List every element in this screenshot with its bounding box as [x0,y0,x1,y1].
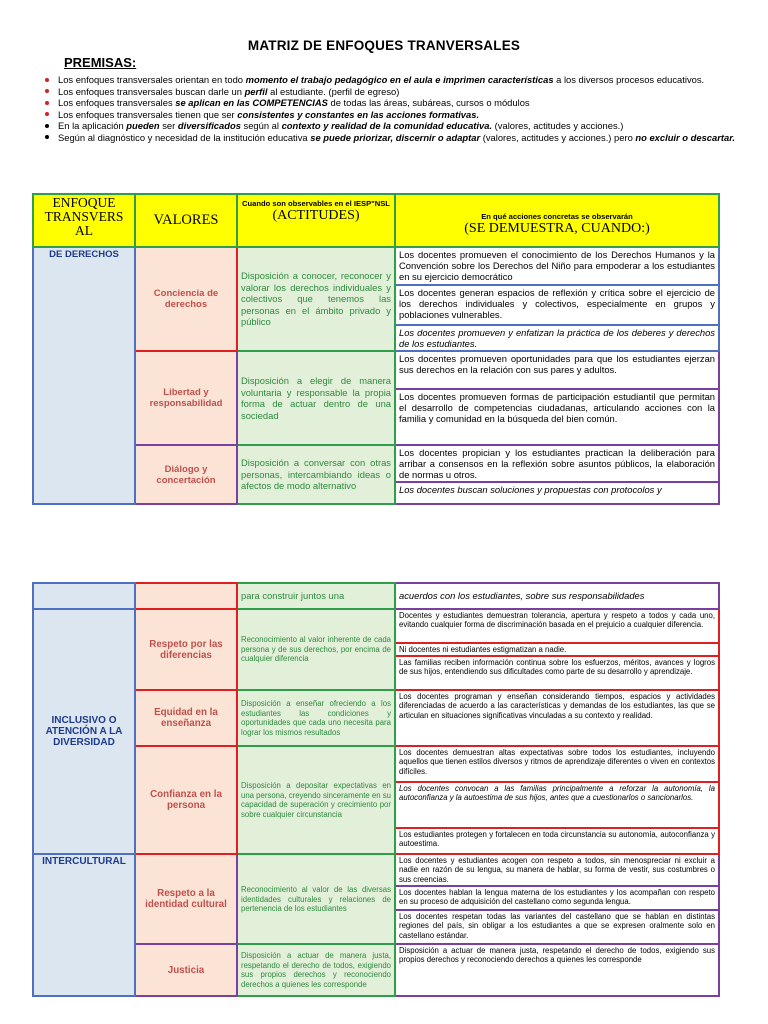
matrix-table-inclusivo-intercultural [32,582,720,997]
table-row [33,247,719,285]
valor-cell: Conciencia de derechos [135,247,237,351]
actitud-cell: Disposición a elegir de manera voluntaria y responsable la propia forma de actuar dentro de una sociedad [237,351,395,445]
accion-cell: Los docentes generan espacios de reflexión y crítica sobre el ejercicio de los derechos individuales y colectivos, especialmente en grupos y poblaciones vulnerables. [395,285,719,325]
valor-cell: Respeto a la identidad cultural [135,854,237,944]
table-row [33,609,719,643]
enfoque-cell: DE DERECHOS [33,247,135,504]
accion-cell: Los docentes propician y los estudiantes practican la deliberación para arribar a consensos en la reflexión sobre asuntos públicos, la elaboración de normas u otros. [395,445,719,482]
valor-cell: Justicia [135,944,237,996]
premisa-text: consistentes y constantes en las acciones formativas. [237,108,480,120]
valor-cell: Diálogo y concertación [135,445,237,504]
premisa-item [40,97,740,109]
accion-cell: Los docentes programan y enseñan considerando tiempos, espacios y actividades diferenciadas de acuerdo a las características y demandas de los estudiantes, las que se articulan en situaciones significativas vinculadas a su contexto y realidad. [395,690,719,746]
header-acciones-title: (SE DEMUESTRA, CUANDO:) [464,220,650,236]
premisa-text: se aplican en las COMPETENCIAS [175,97,328,108]
premisa-text: de todas las áreas, subáreas, cursos o módulos [327,97,530,108]
table-row [33,746,719,782]
premisa-item [40,120,740,132]
bullet-icon [45,78,49,82]
header-actitudes-caption: Cuando son observables en el IESP"NSL [242,199,390,208]
header-acciones [395,194,719,247]
page-title: MATRIZ DE ENFOQUES TRANVERSALES [247,38,521,53]
premisa-text: Los enfoques transversales orientan en todo [58,74,246,85]
accion-cell: Los estudiantes protegen y fortalecen en toda circunstancia su autonomía, autoconfianza y autoestima. [395,828,719,854]
premisa-text: según al [240,120,282,131]
premisa-text: Según al diagnóstico y necesidad de la institución educativa [58,131,311,143]
actitud-cell-continued: para construir juntos una [237,583,395,609]
premisa-item [40,86,740,98]
premisa-text: diversificados [177,120,241,131]
premisa-text: momento el trabajo pedagógico en el aula e imprimen características [245,74,554,85]
premisas-heading: PREMISAS: [64,55,137,70]
valor-cell-continued [135,583,237,609]
accion-cell: Los docentes demuestran altas expectativas sobre todos los estudiantes, incluyendo aquellos que tienen estilos diversos y ritmos de aprendizaje diferentes o viven en contextos difíciles. [395,746,719,782]
premisa-text: no excluir o descartar. [635,131,735,143]
premisa-text: (valores, actitudes y acciones.) [492,120,624,131]
premisa-text: perfil [244,85,268,97]
accion-cell: Los docentes promueven formas de participación estudiantil que permitan el desarrollo de competencias ciudadanas, articulando acciones con la familia y comunidad en la búsqueda del bien común. [395,389,719,445]
header-actitudes [237,194,395,247]
valor-cell: Libertad y responsabilidad [135,351,237,445]
actitud-cell: Reconocimiento al valor inherente de cada persona y de sus derechos, por encima de cualquier diferencia [237,609,395,690]
table-row [33,944,719,996]
bullet-icon [45,112,49,116]
actitud-cell: Disposición a actuar de manera justa, respetando el derecho de todos, exigiendo sus propios derechos y reconociendo derechos a quienes les corresponde [237,944,395,996]
table-row [33,445,719,482]
accion-cell: Los docentes respetan todas las variantes del castellano que se hablan en distintas regiones del país, sin obligar a los estudiantes a que se expresen oralmente solo en castellano estándar. [395,910,719,944]
premisa-text: Los enfoques transversales [58,97,176,108]
premisa-text: (valores, actitudes y acciones.) pero [480,131,636,143]
premisa-item [40,109,740,121]
premisa-item [40,132,740,144]
accion-cell: Docentes y estudiantes demuestran tolerancia, apertura y respeto a todos y cada uno, evitando cualquier forma de discriminación basada en el prejuicio a cualquier diferencia. [395,609,719,643]
actitud-cell: Disposición a depositar expectativas en una persona, creyendo sinceramente en su capacidad de superación y crecimiento por sobre cualquier circunstancia [237,746,395,854]
bullet-icon [45,124,49,128]
continuation-row [33,583,719,609]
accion-cell: Los docentes promueven oportunidades para que los estudiantes ejerzan sus derechos en la relación con sus pares y adultos. [395,351,719,389]
valor-cell: Equidad en la enseñanza [135,690,237,746]
premisa-text: al estudiante. (perfil de egreso) [267,85,400,97]
premisa-text: Los enfoques transversales buscan darle un [58,85,245,97]
premisa-text: En la aplicación [58,120,127,131]
enfoque-cell: INCLUSIVO O ATENCIÓN A LA DIVERSIDAD [33,609,135,854]
valor-cell: Respeto por las diferencias [135,609,237,690]
premisa-text: pueden [126,120,160,131]
premisa-text: Los enfoques transversales tienen que ser [58,108,238,120]
accion-cell: Disposición a actuar de manera justa, respetando el derecho de todos, exigiendo sus propios derechos y reconociendo derechos a quienes les corresponde [395,944,719,996]
matrix-table-derechos [32,193,720,505]
accion-cell: Los docentes convocan a las familias principalmente a reforzar la autonomía, la autoconfianza y la autoestima de sus hijos, antes que a cuestionarlos o sancionarlos. [395,782,719,828]
actitud-cell: Disposición a enseñar ofreciendo a los estudiantes las condiciones y oportunidades que cada uno necesita para lograr los mismos resultados [237,690,395,746]
accion-cell: Los docentes buscan soluciones y propuestas con protocolos y [395,482,719,504]
valor-cell: Confianza en la persona [135,746,237,854]
header-actitudes-title: (ACTITUDES) [272,208,360,223]
header-valores: VALORES [135,194,237,247]
bullet-icon [45,135,49,139]
header-enfoque: ENFOQUE TRANSVERS AL [33,194,135,247]
table-row [33,351,719,389]
actitud-cell: Disposición a conocer, reconocer y valorar los derechos individuales y colectivos que tenemos las personas en el ámbito privado y público [237,247,395,351]
premisa-text: ser [159,120,178,131]
premisa-text: a los diversos procesos educativos. [553,74,705,85]
actitud-cell: Reconocimiento al valor de las diversas identidades culturales y relaciones de pertenencia de los estudiantes [237,854,395,944]
accion-cell: Ni docentes ni estudiantes estigmatizan a nadie. [395,643,719,656]
premisas-list [40,74,740,143]
table-row [33,854,719,886]
header-acciones-caption: En qué acciones concretas se observarán [481,211,633,221]
header-row [33,194,719,247]
premisa-text: se puede priorizar, discernir o adaptar [310,131,481,143]
bullet-icon [45,89,49,93]
accion-cell: Los docentes y estudiantes acogen con respeto a todos, sin menospreciar ni excluir a nadie en razón de su lengua, su manera de hablar, su forma de vestir, sus costumbres o sus creencias. [395,854,719,886]
accion-cell: Las familias reciben información continua sobre los esfuerzos, méritos, avances y logros de sus hijos, entendiendo sus dificultades como parte de su desarrollo y aprendizaje. [395,656,719,690]
actitud-cell: Disposición a conversar con otras personas, intercambiando ideas o afectos de modo alternativo [237,445,395,504]
enfoque-cell: INTERCULTURAL [33,854,135,996]
bullet-icon [45,101,49,105]
accion-cell: Los docentes hablan la lengua materna de los estudiantes y los acompañan con respeto en su proceso de adquisición del castellano como segunda lengua. [395,886,719,910]
table-row [33,690,719,746]
premisa-item [40,74,740,86]
accion-cell-continued: acuerdos con los estudiantes, sobre sus responsabilidades [395,583,719,609]
premisa-text: contexto y realidad de la comunidad educativa. [281,120,493,131]
accion-cell: Los docentes promueven y enfatizan la práctica de los deberes y derechos de los estudiantes. [395,325,719,351]
accion-cell: Los docentes promueven el conocimiento de los Derechos Humanos y la Convención sobre los Derechos del Niño para empoderar a los estudiantes en su ejercicio democrático [395,247,719,285]
enfoque-cell-continued [33,583,135,609]
